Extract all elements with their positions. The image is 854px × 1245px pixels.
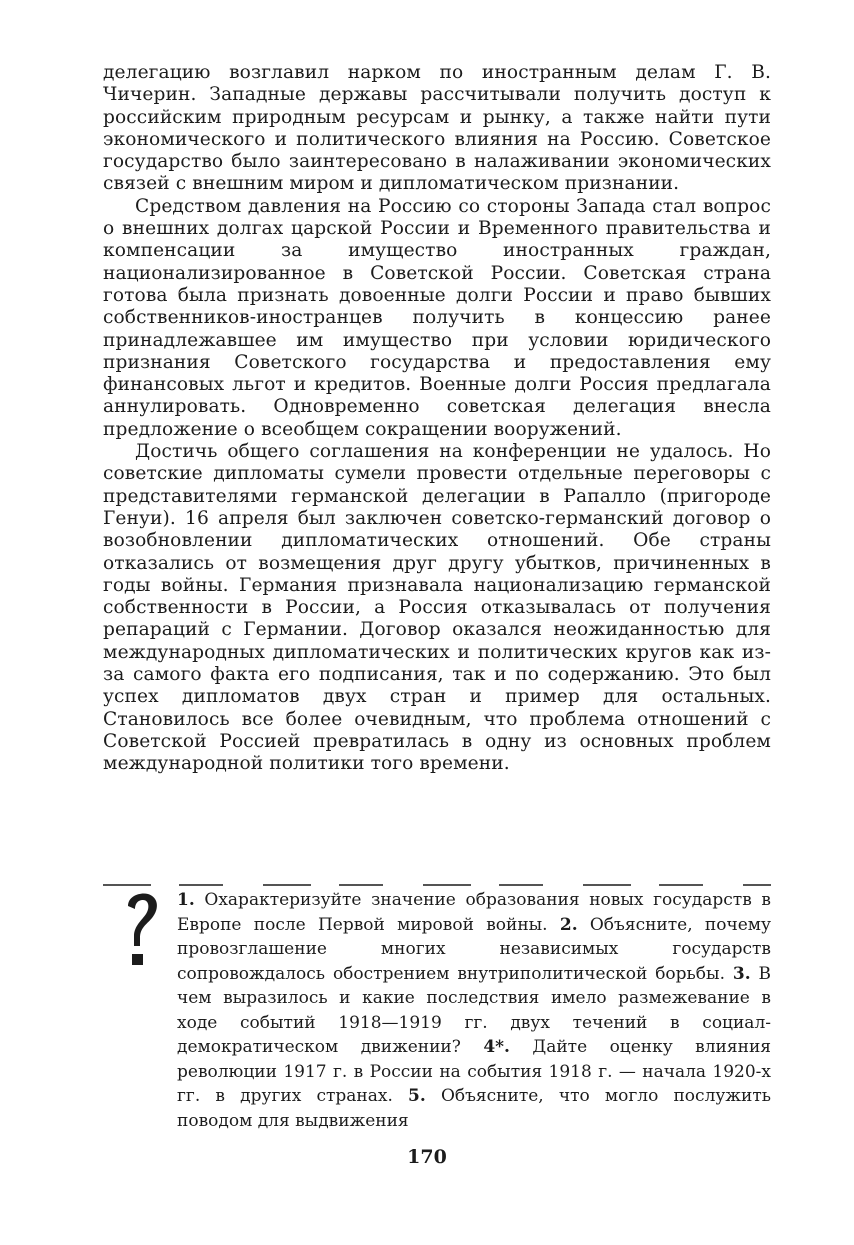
question-text: Объясните, почему провозглашение многих независимых государств сопровождалось обострением внутриполитической борьбы. <box>177 914 771 984</box>
section-divider <box>103 884 771 886</box>
question-number: 1. <box>177 890 195 910</box>
main-text <box>103 62 771 776</box>
paragraph-2: Средством давления на Россию со стороны Запада стал вопрос о внешних долгах царской России и Временного правительства и компенсации за имущество иностранных граждан, национализированное в Советской России. Советская страна готова была признать довоенные долги России и право бывших собственников-иностранцев получить в концессию ранее принадлежавшее им имущество при условии юридического признания Советского государства и предоставления ему финансовых льгот и кредитов. Военные долги Россия предлагала аннулировать. Одновременно советская делегация внесла предложение о всеобщем сокращении вооружений. <box>103 195 771 440</box>
review-questions <box>177 888 771 1133</box>
question-text: В чем выразилось и какие последствия имело размежевание в ходе событий 1918—1919 гг. двух течений в социал-демократическом движении? <box>177 963 771 1057</box>
question-mark-icon <box>122 892 162 970</box>
question-text: Дайте оценку влияния революции 1917 г. в России на события 1918 г. — начала 1920-х гг. в других странах. <box>177 1037 771 1106</box>
page-number: 170 <box>407 1146 447 1168</box>
question-number: 5. <box>408 1086 426 1106</box>
question-number: 4*. <box>483 1037 510 1057</box>
question-text: Охарактеризуйте значение образования новых государств в Европе после Первой мировой войны. <box>177 890 771 935</box>
paragraph-1: делегацию возглавил нарком по иностранным делам Г. В. Чичерин. Западные державы рассчитывали получить доступ к российским природным ресурсам и рынку, а также найти пути экономического и политического влияния на Россию. Советское государство было заинтересовано в налаживании экономических связей с внешним миром и дипломатическом признании. <box>103 62 771 195</box>
question-text: Объясните, что могло послужить поводом для выдвижения <box>177 1086 771 1131</box>
paragraph-3: Достичь общего соглашения на конференции не удалось. Но советские дипломаты сумели провести отдельные переговоры с представителями германской делегации в Рапалло (пригороде Генуи). 16 апреля был заключен советско-германский договор о возобновлении дипломатических отношений. Обе страны отказались от возмещения друг другу убытков, причиненных в годы войны. Германия признавала национализацию германской собственности в России, а Россия отказывалась от получения репараций с Германии. Договор оказался неожиданностью для международных дипломатических и политических кругов как из-за самого факта его подписания, так и по содержанию. Это был успех дипломатов двух стран и пример для остальных. Становилось все более очевидным, что проблема отношений с Советской Россией превратилась в одну из основных проблем международной политики того времени. <box>103 441 771 775</box>
questions-text <box>177 888 771 1133</box>
question-number: 2. <box>559 914 578 935</box>
question-number: 3. <box>732 963 751 984</box>
